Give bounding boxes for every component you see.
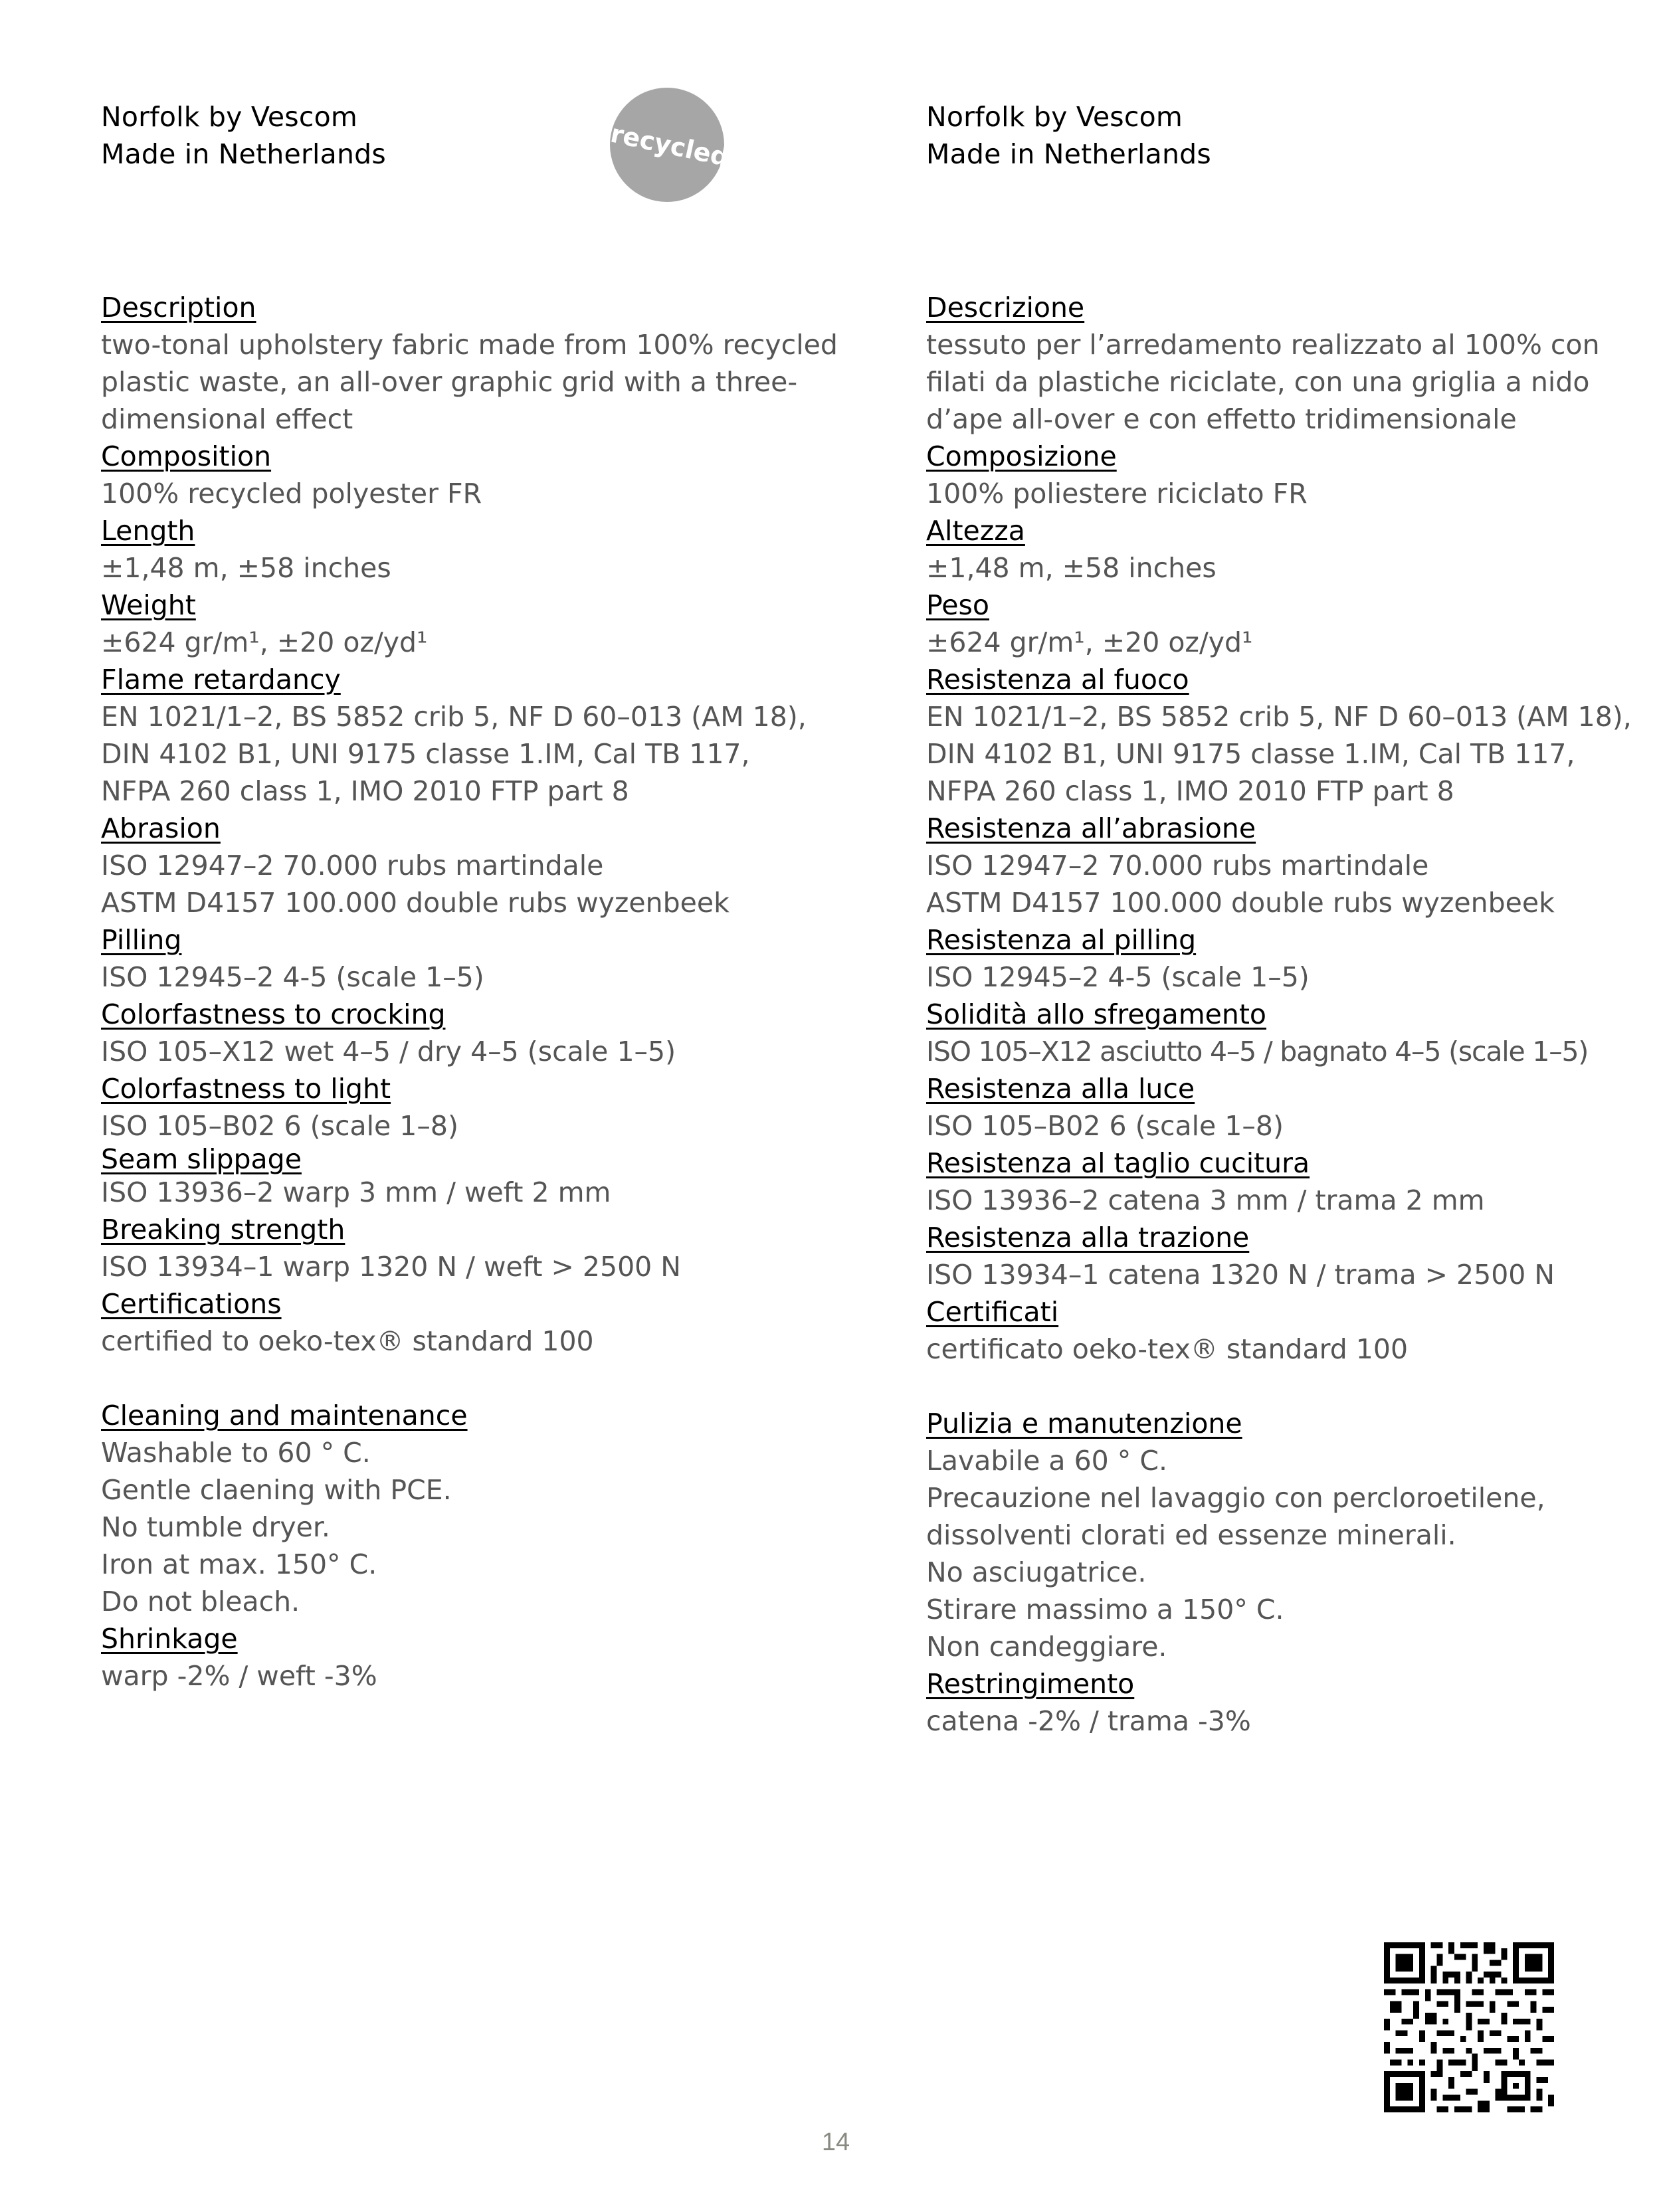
spec-value: dimensional effect (101, 403, 353, 435)
care-label: Restringimento (926, 1668, 1135, 1700)
care-label: Cleaning and maintenance (101, 1400, 468, 1431)
spec-value: ISO 12945–2 4-5 (scale 1–5) (101, 961, 484, 993)
spec-label: Weight (101, 589, 196, 621)
spec-composition (101, 438, 845, 512)
spec-label: Resistenza al pilling (926, 924, 1197, 956)
spec-composizione (926, 438, 1617, 512)
spec-label: Breaking strength (101, 1214, 345, 1245)
spec-value: ±1,48 m, ±58 inches (101, 552, 391, 584)
spec-value: ISO 13934–1 catena 1320 N / trama > 2500 N (926, 1259, 1555, 1291)
spec-colorfastness-light (101, 1070, 845, 1145)
spec-value: EN 1021/1–2, BS 5852 crib 5, NF D 60–013 (AM 18), (101, 701, 807, 733)
care-value: No tumble dryer. (101, 1511, 330, 1543)
spec-label: Description (101, 292, 256, 323)
spec-label: Seam slippage (101, 1143, 302, 1175)
care-value: Lavabile a 60 ° C. (926, 1445, 1167, 1477)
spec-peso (926, 587, 1617, 661)
spec-resistenza-trazione (926, 1219, 1617, 1293)
spec-value: ±1,48 m, ±58 inches (926, 552, 1217, 584)
spec-value: ISO 13934–1 warp 1320 N / weft > 2500 N (101, 1251, 681, 1283)
brand-name: Norfolk by Vescom (101, 101, 358, 133)
spec-value: ±624 gr/m¹, ±20 oz/yd¹ (926, 626, 1253, 658)
spec-descrizione (926, 289, 1617, 438)
spec-value: ISO 105–B02 6 (scale 1–8) (101, 1110, 458, 1142)
spec-certifications (101, 1285, 845, 1360)
spec-label: Descrizione (926, 292, 1085, 323)
spec-resistenza-taglio (926, 1145, 1617, 1219)
care-cleaning (101, 1397, 845, 1620)
spec-value: d’ape all-over e con effetto tridimensionale (926, 403, 1517, 435)
care-value: Iron at max. 150° C. (101, 1548, 377, 1580)
spec-value: ISO 12947–2 70.000 rubs martindale (101, 850, 604, 881)
care-value: Non candeggiare. (926, 1631, 1167, 1663)
spec-value: ISO 13936–2 warp 3 mm / weft 2 mm (101, 1176, 611, 1208)
spec-value: ASTM D4157 100.000 double rubs wyzenbeek (101, 887, 730, 919)
qr-code-icon[interactable] (1384, 1942, 1554, 2112)
spec-list (101, 289, 845, 1695)
spec-resistenza-fuoco (926, 661, 1632, 810)
care-value: No asciugatrice. (926, 1556, 1147, 1588)
spec-pilling (101, 921, 845, 996)
spec-value: 100% recycled polyester FR (101, 478, 482, 509)
spec-seam-slippage (101, 1145, 845, 1211)
spec-label: Resistenza alla trazione (926, 1222, 1250, 1253)
page-number: 14 (821, 2128, 850, 2156)
care-value: Gentle claening with PCE. (101, 1474, 452, 1506)
spec-certificati (926, 1293, 1617, 1368)
spec-list (926, 289, 1632, 1740)
spec-resistenza-luce (926, 1070, 1617, 1145)
spec-value: filati da plastiche riciclate, con una griglia a nido (926, 366, 1590, 398)
care-shrinkage (101, 1620, 845, 1695)
spec-label: Abrasion (101, 812, 221, 844)
spec-resistenza-pilling (926, 921, 1617, 996)
spec-value: DIN 4102 B1, UNI 9175 classe 1.IM, Cal TB 117, (101, 738, 750, 770)
spacer (101, 1360, 845, 1397)
spec-label: Composition (101, 440, 272, 472)
spec-resistenza-abrasione (926, 810, 1617, 921)
care-value: warp -2% / weft -3% (101, 1660, 377, 1692)
spec-value: DIN 4102 B1, UNI 9175 classe 1.IM, Cal TB 117, (926, 738, 1575, 770)
brand-name: Norfolk by Vescom (926, 101, 1183, 133)
spec-value: ISO 12945–2 4-5 (scale 1–5) (926, 961, 1310, 993)
right-column (926, 98, 1632, 1737)
spec-label: Solidità allo sfregamento (926, 998, 1266, 1030)
brand-origin: Made in Netherlands (101, 138, 386, 170)
spec-label: Resistenza all’abrasione (926, 812, 1256, 844)
spec-value: ISO 105–X12 asciutto 4–5 / bagnato 4–5 (scale 1–5) (926, 1036, 1589, 1067)
spec-value: NFPA 260 class 1, IMO 2010 FTP part 8 (101, 775, 629, 807)
spec-value: 100% poliestere riciclato FR (926, 478, 1308, 509)
care-value: Precauzione nel lavaggio con percloroetilene, (926, 1482, 1545, 1514)
spec-label: Colorfastness to light (101, 1073, 391, 1105)
recycled-badge-icon (608, 88, 732, 202)
spec-label: Altezza (926, 515, 1025, 547)
left-column (101, 98, 845, 1692)
recycled-badge-text: recycled (608, 118, 732, 173)
care-label: Shrinkage (101, 1623, 238, 1655)
spec-abrasion (101, 810, 845, 921)
spec-label: Length (101, 515, 195, 547)
spec-label: Peso (926, 589, 989, 621)
spec-altezza (926, 512, 1617, 587)
spec-value: EN 1021/1–2, BS 5852 crib 5, NF D 60–013 (AM 18), (926, 701, 1632, 733)
spec-value: ISO 12947–2 70.000 rubs martindale (926, 850, 1429, 881)
spec-colorfastness-crocking (101, 996, 845, 1070)
spec-value: ISO 105–B02 6 (scale 1–8) (926, 1110, 1284, 1142)
brand-block (926, 98, 1617, 173)
brand-block (101, 98, 845, 173)
spec-label: Certifications (101, 1288, 282, 1320)
brand-origin: Made in Netherlands (926, 138, 1211, 170)
care-value: dissolventi clorati ed essenze minerali. (926, 1519, 1456, 1551)
spec-label: Composizione (926, 440, 1117, 472)
spec-length (101, 512, 845, 587)
spec-value: certified to oeko-tex® standard 100 (101, 1325, 594, 1357)
spec-value: ISO 13936–2 catena 3 mm / trama 2 mm (926, 1184, 1485, 1216)
spec-flame-retardancy (101, 661, 845, 810)
spec-breaking-strength (101, 1211, 845, 1285)
spec-value: ASTM D4157 100.000 double rubs wyzenbeek (926, 887, 1555, 919)
spec-label: Colorfastness to crocking (101, 998, 446, 1030)
spec-value: two-tonal upholstery fabric made from 100% recycled (101, 329, 838, 361)
spec-label: Flame retardancy (101, 664, 341, 695)
spec-label: Resistenza al taglio cucitura (926, 1147, 1310, 1179)
spec-label: Resistenza alla luce (926, 1073, 1195, 1105)
care-label: Pulizia e manutenzione (926, 1408, 1242, 1439)
spec-label: Resistenza al fuoco (926, 664, 1189, 695)
care-pulizia (926, 1405, 1617, 1665)
care-value: Stirare massimo a 150° C. (926, 1594, 1284, 1625)
spec-weight (101, 587, 845, 661)
care-value: Washable to 60 ° C. (101, 1437, 371, 1469)
spec-value: ISO 105–X12 wet 4–5 / dry 4–5 (scale 1–5) (101, 1036, 676, 1067)
spec-solidita-sfregamento (926, 996, 1617, 1070)
spec-value: plastic waste, an all-over graphic grid with a three- (101, 366, 798, 398)
care-restringimento (926, 1665, 1617, 1740)
spec-value: NFPA 260 class 1, IMO 2010 FTP part 8 (926, 775, 1454, 807)
care-value: Do not bleach. (101, 1586, 300, 1617)
spec-value: tessuto per l’arredamento realizzato al 100% con (926, 329, 1600, 361)
care-value: catena -2% / trama -3% (926, 1705, 1251, 1737)
spec-description (101, 289, 845, 438)
spec-label: Pilling (101, 924, 182, 956)
spec-value: ±624 gr/m¹, ±20 oz/yd¹ (101, 626, 428, 658)
spec-label: Certificati (926, 1296, 1059, 1328)
spacer (926, 1368, 1617, 1405)
spec-value: certificato oeko-tex® standard 100 (926, 1333, 1409, 1365)
